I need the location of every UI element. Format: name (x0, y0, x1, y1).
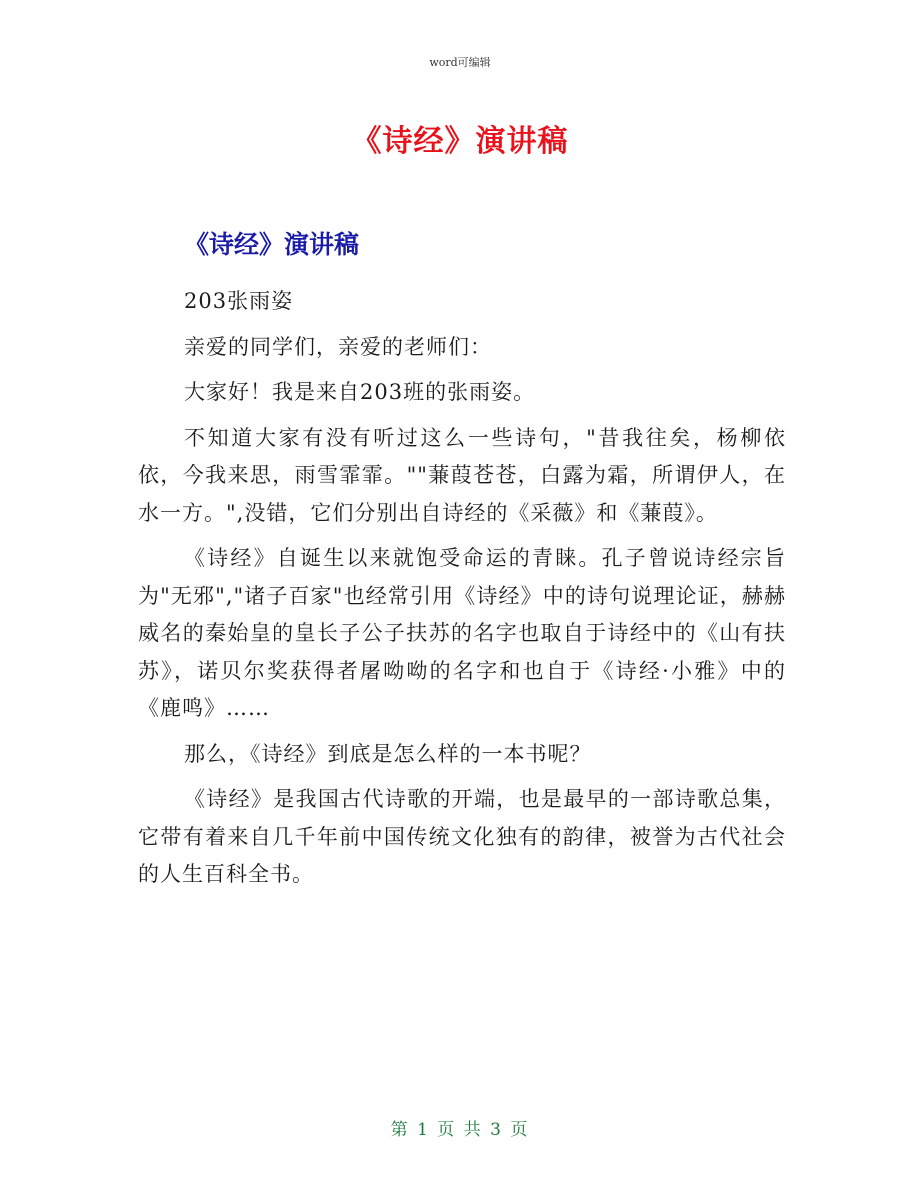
section-heading: 《诗经》演讲稿 (184, 230, 360, 259)
page-header: word可编辑 (429, 56, 491, 69)
author-line: 203张雨姿 (184, 289, 294, 313)
document-title: 《诗经》演讲稿 (351, 124, 569, 159)
page-number-footer: 第 1 页 共 3 页 (390, 1120, 530, 1140)
body-paragraph: 《诗经》自诞生以来就饱受命运的青睐。孔子曾说诗经宗旨为"无邪","诸子百家"也经常引用《诗经》中的诗句说理论证，赫赫威名的秦始皇的皇长子公子扶苏的名字也取自于诗经中的《山有扶苏》，诺贝尔奖获得者屠呦呦的名字和也自于《诗经·小雅》中的《鹿鸣》…… (138, 546, 786, 720)
body-paragraph: 那么，《诗经》到底是怎么样的一本书呢？ (184, 741, 592, 766)
body-paragraph: 《诗经》是我国古代诗歌的开端，也是最早的一部诗歌总集，它带有着来自几千年前中国传统文化独有的韵律，被誉为古代社会的人生百科全书。 (138, 787, 786, 886)
greeting-paragraph: 亲爱的同学们，亲爱的老师们： (184, 334, 492, 359)
body-paragraph: 不知道大家有没有听过这么一些诗句，"昔我往矣，杨柳依依，今我来思，雨雪霏霏。""蒹葭苍苍，白露为霜，所谓伊人，在水一方。",没错，它们分别出自诗经的《采薇》和《蒹葭》。 (138, 425, 786, 525)
intro-paragraph: 大家好！我是来自203班的张雨姿。 (184, 380, 536, 404)
document-body (138, 283, 786, 902)
